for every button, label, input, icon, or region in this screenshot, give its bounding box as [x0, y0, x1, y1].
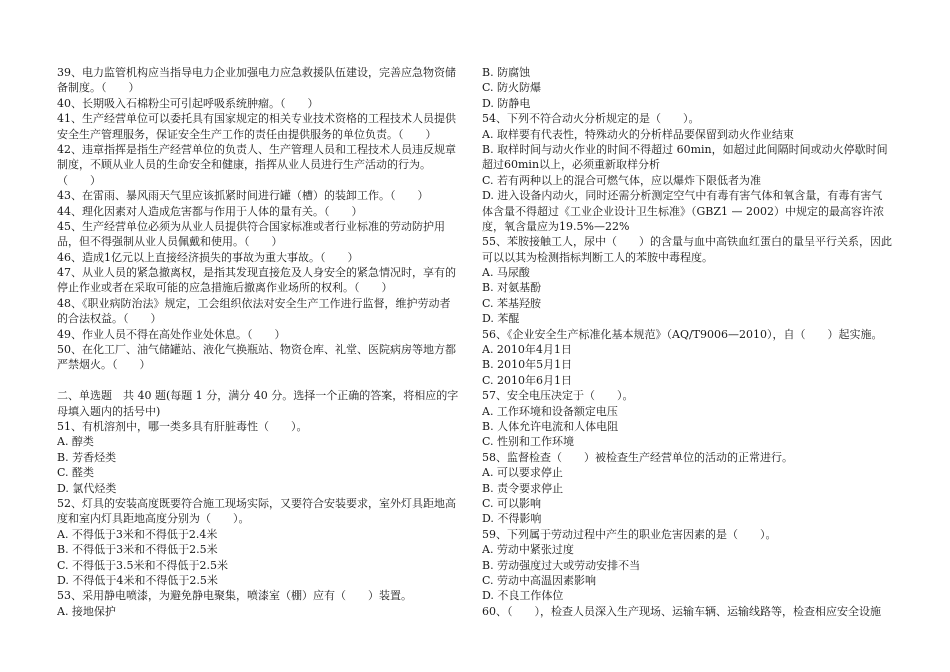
text-line: 二、单选题 共 40 题(每题 1 分，满分 40 分。选择一个正确的答案，将相应的字 [57, 389, 459, 403]
text-line: B. 2010年5月1日 [482, 358, 573, 372]
text-line: 47、从业人员的紧急撤离权，是指其发现直接危及人身安全的紧急情况时，享有的 [57, 266, 456, 280]
text-line: 41、生产经营单位可以委托具有国家规定的相关专业技术资格的工程技术人员提供 [57, 112, 456, 126]
text-line: D. 氯代烃类 [57, 481, 117, 495]
text-line: A. 接地保护 [57, 604, 116, 618]
text-line: A. 可以要求停止 [482, 466, 563, 480]
text-line: C. 性别和工作环境 [482, 435, 575, 449]
left-column [57, 65, 477, 619]
text-line: B. 人体允许电流和人体电阻 [482, 419, 619, 433]
text-line: 50、在化工厂、油气储罐站、液化气换瓶站、物资仓库、礼堂、医院病房等地方都 [57, 343, 456, 357]
text-line: C. 若有两种以上的混合可燃气体，应以爆炸下限低者为准 [482, 173, 762, 187]
text-line: D. 不良工作体位 [482, 589, 564, 603]
text-line: 备制度。（ ） [57, 81, 140, 95]
text-line: 的合法权益。（ ） [57, 312, 162, 326]
text-line: 母填入题内的括号中) [57, 404, 161, 418]
text-line: 44、理化因素对人造成危害都与作用于人体的量有关。（ ） [57, 204, 363, 218]
text-line: C. 劳动中高温因素影响 [482, 573, 597, 587]
text-line: 严禁烟火。（ ） [57, 358, 151, 372]
text-line: A. 马尿酸 [482, 266, 530, 280]
text-line: 度，氧含量应为19.5%—22% [482, 219, 630, 233]
text-line: A. 取样要有代表性，特殊动火的分析样品要保留到动火作业结束 [482, 127, 794, 141]
text-line: 57、安全电压决定于（ ）。 [482, 389, 634, 403]
text-line: B. 取样时间与动火作业的时间不得超过 60min，如超过此间隔时间或动火停歇时间 [482, 142, 888, 156]
text-line: 55、苯胺接触工人，尿中（ ）的含量与血中高铁血红蛋白的量呈平行关系，因此 [482, 235, 892, 249]
text-line: A. 劳动中紧张过度 [482, 543, 574, 557]
text-line: 40、长期吸入石棉粉尘可引起呼吸系统肿瘤。（ ） [57, 96, 319, 110]
text-line: 45、生产经营单位必须为从业人员提供符合国家标准或者行业标准的劳动防护用 [57, 219, 445, 233]
text-line: A. 醇类 [57, 435, 94, 449]
text-line: 54、下列不符合动火分析规定的是（ ）。 [482, 112, 700, 126]
text-line: C. 醛类 [57, 466, 95, 480]
text-line: 49、作业人员不得在高处作业处休息。（ ） [57, 327, 286, 341]
text-line: B. 责令要求停止 [482, 481, 564, 495]
text-line: C. 不得低于3.5米和不得低于2.5米 [57, 558, 229, 572]
text-line: 安全生产管理服务，保证安全生产工作的责任由提供服务的单位负责。（ ） [57, 127, 437, 141]
text-line: 52、灯具的安装高度既要符合施工现场实际，又要符合安装要求，室外灯具距地高 [57, 496, 456, 510]
text-line: A. 不得低于3米和不得低于2.4米 [57, 527, 218, 541]
text-line: D. 进入设备内动火，同时还需分析测定空气中有毒有害气体和氧含量，有毒有害气 [482, 189, 883, 203]
text-line: A. 2010年4月1日 [482, 343, 572, 357]
text-line: 度和室内灯具距地高度分别为（ ）。 [57, 512, 250, 526]
text-line: 体含量不得超过《工业企业设计卫生标准》（GBZ1 — 2002）中规定的最高容许浓 [482, 204, 884, 218]
text-line: D. 不得影响 [482, 512, 542, 526]
text-line: 48、《职业病防治法》规定，工会组织依法对安全生产工作进行监督，维护劳动者 [57, 296, 451, 310]
text-line: C. 苯基羟胺 [482, 296, 542, 310]
text-line: 59、下列属于劳动过程中产生的职业危害因素的是（ ）。 [482, 527, 777, 541]
text-line: 56、《企业安全生产标准化基本规范》（AQ/T9006—2010），自（ ）起实施。 [482, 327, 883, 341]
text-line: 品，但不得强制从业人员佩戴和使用。（ ） [57, 235, 283, 249]
text-line: B. 对氨基酚 [482, 281, 542, 295]
text-line: C. 2010年6月1日 [482, 373, 573, 387]
text-line: D. 不得低于4米和不得低于2.5米 [57, 573, 218, 587]
text-line: C. 防火防爆 [482, 81, 542, 95]
text-line: 39、电力监管机构应当指导电力企业加强电力应急救援队伍建设，完善应急物资储 [57, 66, 456, 79]
text-line: 42、违章指挥是指生产经营单位的负责人、生产管理人员和工程技术人员违反规章 [57, 142, 456, 156]
text-line: 超过60min以上，必须重新取样分析 [482, 158, 661, 172]
text-line: A. 工作环境和设备额定电压 [482, 404, 618, 418]
text-line: 53、采用静电喷漆，为避免静电聚集，喷漆室（棚）应有（ ）装置。 [57, 589, 412, 603]
text-line: 可以以其为检测指标判断工人的苯胺中毒程度。 [482, 250, 713, 264]
text-line: D. 苯醌 [482, 312, 520, 326]
right-column [482, 65, 898, 619]
text-line: 58、监督检查（ ）被检查生产经营单位的活动的正常进行。 [482, 450, 793, 464]
text-line: 51、有机溶剂中，哪一类多具有肝脏毒性（ ）。 [57, 419, 308, 433]
text-line: B. 防腐蚀 [482, 66, 531, 79]
text-line: B. 劳动强度过大或劳动安排不当 [482, 558, 641, 572]
text-line: 停止作业或者在采取可能的应急措施后撤离作业场所的权利。（ ） [57, 281, 393, 295]
text-line: 43、在雷雨、暴风雨天气里应该抓紧时间进行罐（槽）的装卸工作。（ ） [57, 189, 429, 203]
text-line: B. 芳香烃类 [57, 450, 117, 464]
text-line: 60、（ ），检查人员深入生产现场、运输车辆、运输线路等，检查相应安全设施 [482, 604, 881, 618]
text-line: D. 防静电 [482, 96, 531, 110]
text-line: 制度，不顾从业人员的生命安全和健康，指挥从业人员进行生产活动的行为。 [57, 158, 431, 172]
text-line: （ ） [57, 173, 101, 187]
text-line: B. 不得低于3米和不得低于2.5米 [57, 543, 218, 557]
text-line: C. 可以影响 [482, 496, 542, 510]
blank-line [57, 373, 477, 388]
text-line: 46、造成1亿元以上直接经济损失的事故为重大事故。（ ） [57, 250, 359, 264]
